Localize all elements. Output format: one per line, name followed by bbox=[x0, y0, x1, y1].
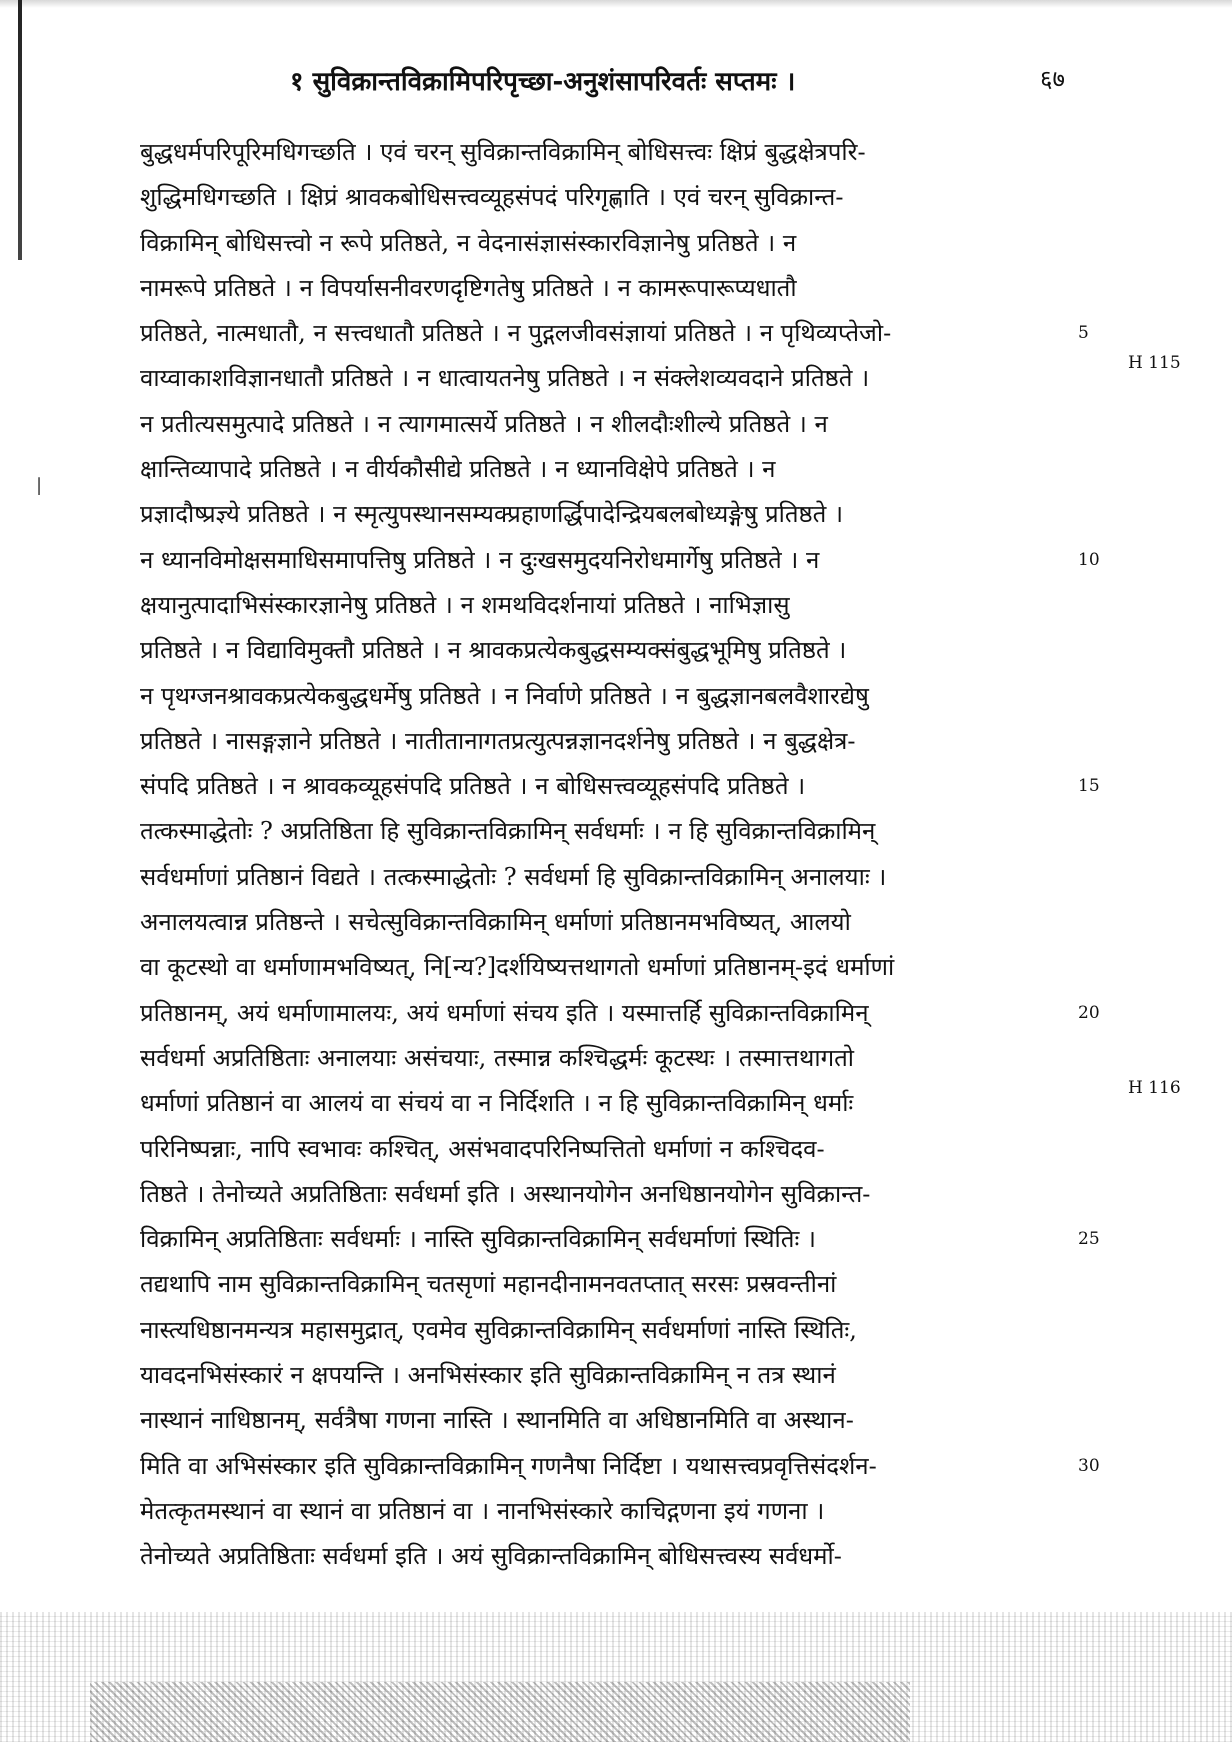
scan-noise bbox=[0, 1612, 1232, 1742]
text-line bbox=[140, 1489, 1140, 1534]
line-text: वाय्वाकाशविज्ञानधातौ प्रतिष्ठते । न धात्वायतनेषु प्रतिष्ठते । न संक्लेशव्यवदाने प्रतिष्ठते । bbox=[140, 364, 870, 393]
line-text: धर्माणां प्रतिष्ठानं वा आलयं वा संचयं वा न निर्दिशति । न हि सुविक्रान्तविक्रामिन् धर्माः bbox=[140, 1089, 854, 1118]
text-line bbox=[140, 311, 1140, 356]
scan-edge-left bbox=[18, 0, 22, 260]
page-header bbox=[0, 62, 1232, 102]
line-text: तिष्ठते । तेनोच्यते अप्रतिष्ठिताः सर्वधर्मा इति । अस्थानयोगेन अनधिष्ठानयोगेन सुविक्रान्त- bbox=[140, 1179, 871, 1208]
text-line bbox=[140, 1172, 1140, 1217]
line-number: 5 bbox=[1078, 323, 1089, 344]
line-text: प्रज्ञादौष्प्रज्ञ्ये प्रतिष्ठते । न स्मृत्युपस्थानसम्यक्प्रहाणर्द्धिपादेन्द्रियबलबोध्यङ्गेषु प्रतिष्ठते । bbox=[140, 500, 844, 529]
page-number: ६७ bbox=[1040, 65, 1065, 93]
text-line bbox=[140, 900, 1140, 945]
margin-mark: | bbox=[36, 475, 43, 496]
text-line bbox=[140, 1398, 1140, 1443]
text-line bbox=[140, 538, 1140, 583]
line-text: नास्त्यधिष्ठानमन्यत्र महासमुद्रात्, एवमेव सुविक्रान्तविक्रामिन् सर्वधर्माणां नास्ति स्थितिः, bbox=[140, 1315, 857, 1344]
line-text: न पृथग्जनश्रावकप्रत्येकबुद्धधर्मेषु प्रतिष्ठते । न निर्वाणे प्रतिष्ठते । न बुद्धज्ञानबलवैशारद्येषु bbox=[140, 681, 869, 710]
text-line bbox=[140, 1308, 1140, 1353]
line-number: 10 bbox=[1078, 549, 1100, 570]
line-text: बुद्धधर्मपरिपूरिमधिगच्छति । एवं चरन् सुविक्रान्तविक्रामिन् बोधिसत्त्वः क्षिप्रं बुद्धक्षेत्रपरि- bbox=[140, 138, 866, 166]
line-text: सर्वधर्मा अप्रतिष्ठिताः अनालयाः असंचयाः, तस्मान्न कश्चिद्धर्मः कूटस्थः । तस्मात्तथागतो bbox=[140, 1043, 854, 1072]
line-text: नास्थानं नाधिष्ठानम्, सर्वत्रैषा गणना नास्ति । स्थानमिति वा अधिष्ठानमिति वा अस्थान- bbox=[140, 1406, 854, 1435]
scan-noise-dark bbox=[90, 1682, 910, 1742]
text-line bbox=[140, 175, 1140, 220]
text-line bbox=[140, 1353, 1140, 1398]
line-number: 15 bbox=[1078, 776, 1100, 797]
line-text: सर्वधर्माणां प्रतिष्ठानं विद्यते । तत्कस्माद्धेतोः ? सर्वधर्मा हि सुविक्रान्तविक्रामिन् अनालयाः । bbox=[140, 862, 887, 891]
text-line bbox=[140, 447, 1140, 492]
line-text: यावदनभिसंस्कारं न क्षपयन्ति । अनभिसंस्कार इति सुविक्रान्तविक्रामिन् न तत्र स्थानं bbox=[140, 1361, 836, 1390]
line-text: प्रतिष्ठते । नासङ्गज्ञाने प्रतिष्ठते । नातीतानागतप्रत्युत्पन्नज्ञानदर्शनेषु प्रतिष्ठते । न बुद्धक्षेत्र- bbox=[140, 726, 856, 755]
line-text: परिनिष्पन्नाः, नापि स्वभावः कश्चित्, असंभवादपरिनिष्पत्तितो धर्माणां न कश्चिदव- bbox=[140, 1134, 825, 1163]
main-text bbox=[140, 130, 1140, 1580]
text-line bbox=[140, 492, 1140, 537]
text-line bbox=[140, 1127, 1140, 1172]
text-line bbox=[140, 356, 1140, 401]
scan-edge-top bbox=[0, 0, 1232, 8]
text-line bbox=[140, 583, 1140, 628]
line-text: संपदि प्रतिष्ठते । न श्रावकव्यूहसंपदि प्रतिष्ठते । न बोधिसत्त्वव्यूहसंपदि प्रतिष्ठते । bbox=[140, 772, 806, 801]
line-text: न प्रतीत्यसमुत्पादे प्रतिष्ठते । न त्यागमात्सर्ये प्रतिष्ठते । न शीलदौःशील्ये प्रतिष्ठते । न bbox=[140, 409, 828, 438]
text-line bbox=[140, 221, 1140, 266]
line-text: तेनोच्यते अप्रतिष्ठिताः सर्वधर्मा इति । अयं सुविक्रान्तविक्रामिन् बोधिसत्त्वस्य सर्वधर्मो- bbox=[140, 1542, 842, 1571]
text-line bbox=[140, 1262, 1140, 1307]
running-title: १ सुविक्रान्तविक्रामिपरिपृच्छा-अनुशंसापरिवर्तः सप्तमः । bbox=[290, 67, 796, 97]
text-line bbox=[140, 809, 1140, 854]
line-text: तद्यथापि नाम सुविक्रान्तविक्रामिन् चतसृणां महानदीनामनवतप्तात् सरसः प्रस्रवन्तीनां bbox=[140, 1270, 837, 1299]
line-number: 25 bbox=[1078, 1229, 1100, 1250]
text-line bbox=[140, 1217, 1140, 1262]
text-line bbox=[140, 855, 1140, 900]
line-text: तत्कस्माद्धेतोः ? अप्रतिष्ठिता हि सुविक्रान्तविक्रामिन् सर्वधर्माः । न हि सुविक्रान्तविक्रामिन् bbox=[140, 817, 876, 846]
text-line bbox=[140, 991, 1140, 1036]
text-line bbox=[140, 1444, 1140, 1489]
line-text: वा कूटस्थो वा धर्माणामभविष्यत्, नि[न्य?]दर्शयिष्यत्तथागतो धर्माणां प्रतिष्ठानम्-इदं धर्माणां bbox=[140, 953, 895, 982]
line-text: विक्रामिन् बोधिसत्त्वो न रूपे प्रतिष्ठते, न वेदनासंज्ञासंस्कारविज्ञानेषु प्रतिष्ठते । न bbox=[140, 228, 797, 257]
line-number: 30 bbox=[1078, 1455, 1100, 1476]
line-text: मेतत्कृतमस्थानं वा स्थानं वा प्रतिष्ठानं वा । नानभिसंस्कारे काचिद्गणना इयं गणना । bbox=[140, 1496, 825, 1525]
text-line bbox=[140, 1036, 1140, 1081]
line-text: शुद्धिमधिगच्छति । क्षिप्रं श्रावकबोधिसत्त्वव्यूहसंपदं परिगृह्णाति । एवं चरन् सुविक्रान्त- bbox=[140, 183, 844, 212]
line-text: अनालयत्वान्न प्रतिष्ठन्ते । सचेत्सुविक्रान्तविक्रामिन् धर्माणां प्रतिष्ठानमभविष्यत्, आलयो bbox=[140, 908, 851, 937]
text-line bbox=[140, 674, 1140, 719]
text-line bbox=[140, 266, 1140, 311]
text-line bbox=[140, 1081, 1140, 1126]
text-line bbox=[140, 945, 1140, 990]
margin-ref-h115: H 115 bbox=[1128, 353, 1181, 373]
text-line bbox=[140, 1534, 1140, 1579]
line-number: 20 bbox=[1078, 1002, 1100, 1023]
line-text: विक्रामिन् अप्रतिष्ठिताः सर्वधर्माः । नास्ति सुविक्रान्तविक्रामिन् सर्वधर्माणां स्थितिः । bbox=[140, 1225, 817, 1254]
text-line bbox=[140, 628, 1140, 673]
text-line bbox=[140, 764, 1140, 809]
line-text: नामरूपे प्रतिष्ठते । न विपर्यासनीवरणदृष्टिगतेषु प्रतिष्ठते । न कामरूपारूप्यधातौ bbox=[140, 273, 797, 302]
margin-ref-h116: H 116 bbox=[1128, 1078, 1181, 1098]
text-line bbox=[140, 402, 1140, 447]
line-text: प्रतिष्ठते, नात्मधातौ, न सत्त्वधातौ प्रतिष्ठते । न पुद्गलजीवसंज्ञायां प्रतिष्ठते । न पृथिव्यप्तेजो- bbox=[140, 319, 892, 348]
line-text: मिति वा अभिसंस्कार इति सुविक्रान्तविक्रामिन् गणनैषा निर्दिष्टा । यथासत्त्वप्रवृत्तिसंदर्शन- bbox=[140, 1451, 877, 1480]
line-text: न ध्यानविमोक्षसमाधिसमापत्तिषु प्रतिष्ठते । न दुःखसमुदयनिरोधमार्गेषु प्रतिष्ठते । न bbox=[140, 545, 820, 574]
text-line bbox=[140, 130, 1140, 175]
text-line bbox=[140, 719, 1140, 764]
line-text: प्रतिष्ठते । न विद्याविमुक्तौ प्रतिष्ठते । न श्रावकप्रत्येकबुद्धसम्यक्संबुद्धभूमिषु प्रतिष्ठते । bbox=[140, 636, 847, 665]
line-text: क्षयानुत्पादाभिसंस्कारज्ञानेषु प्रतिष्ठते । न शमथविदर्शनायां प्रतिष्ठते । नाभिज्ञासु bbox=[140, 590, 790, 619]
line-text: क्षान्तिव्यापादे प्रतिष्ठते । न वीर्यकौसीद्ये प्रतिष्ठते । न ध्यानविक्षेपे प्रतिष्ठते । न bbox=[140, 455, 776, 484]
line-text: प्रतिष्ठानम्, अयं धर्माणामालयः, अयं धर्माणां संचय इति । यस्मात्तर्हि सुविक्रान्तविक्रामिन् bbox=[140, 998, 869, 1027]
